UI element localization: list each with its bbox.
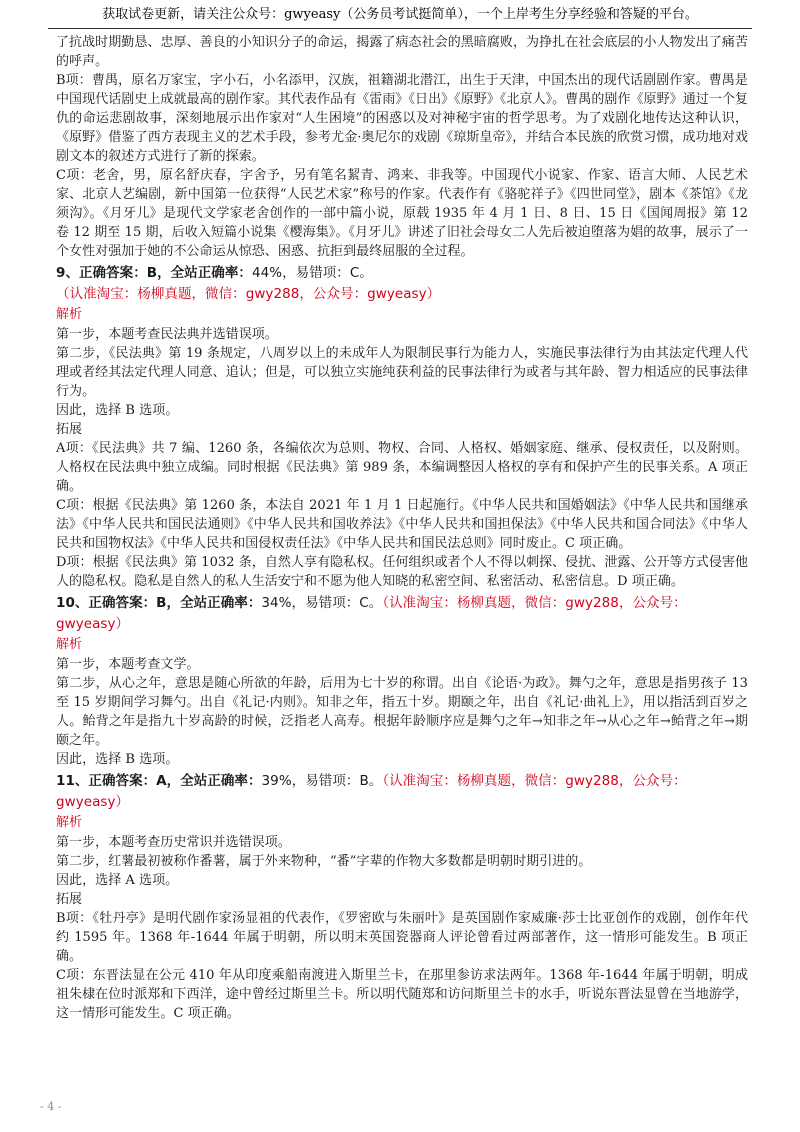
paragraph: 因此，选择 B 选项。 bbox=[56, 403, 179, 418]
paragraph: 因此，选择 B 选项。 bbox=[56, 752, 179, 767]
page-header: 获取试卷更新，请关注公众号：gwyeasy（公务员考试挺简单），一个上岸考生分享经验和答疑的平台。 bbox=[102, 7, 698, 22]
paragraph: C项：根据《民法典》第 1260 条，本法自 2021 年 1 月 1 日起施行。《中华人民共和国婚姻法》《中华人民共和国继承法》《中华人民共和国民法通则》《中华人民共和国收养法》《中华人民共和国担保法》《中华人民共和国合同法》《中华人民共和国物权法》《中华人民共和国侵权责任法》《中华人民共和国民法总则》同时废止。C 项正确。 bbox=[56, 498, 748, 551]
paragraph: B项：曹禺，原名万家宝，字小石，小名添甲，汉族，祖籍湖北潜江，出生于天津，中国杰出的现代话剧剧作家。曹禺是中国现代话剧史上成就最高的剧作家。其代表作品有《雷雨》《日出》《原野》《北京人》。曹禺的剧作《原野》通过一个复仇的命运悲剧故事，深刻地展示出作家对“人生困境”的困惑以及对神秘宇宙的哲学思考。为了戏剧化地传达这种认识，《原野》借鉴了西方表现主义的艺术手段，参考尤金·奥尼尔的戏剧《琼斯皇帝》，并结合本民族的欣赏习惯，成功地对戏剧文本的叙述方式进行了新的探索。 bbox=[56, 73, 748, 164]
paragraph: 因此，选择 A 选项。 bbox=[56, 873, 179, 888]
paragraph: 第一步，本题考查历史常识并选错误项。 bbox=[56, 835, 291, 850]
analysis-heading: 解析 bbox=[56, 307, 83, 322]
paragraph: 第二步，从心之年，意思是随心所欲的年龄，后用为七十岁的称谓。出自《论语·为政》。舞勺之年，意思是指男孩子 13 至 15 岁期间学习舞勺。出自《礼记·内则》。知非之年，指五十岁。期颐之年，出自《礼记·曲礼上》，用以指活到百岁之人。鲐背之年是指九十岁高龄的时候，泛指老人高寿。根据年龄顺序应是舞勺之年→知非之年→从心之年→鲐背之年→期颐之年。 bbox=[56, 676, 748, 748]
promo-text: （认准淘宝：杨柳真题，微信：gwy288，公众号：gwyeasy） bbox=[56, 773, 687, 810]
promo-text: （认准淘宝：杨柳真题，微信：gwy288，公众号：gwyeasy） bbox=[56, 286, 441, 302]
page-content bbox=[56, 33, 748, 1023]
paragraph: 了抗战时期勤恳、忠厚、善良的小知识分子的命运，揭露了病态社会的黑暗腐败，为挣扎在社会底层的小人物发出了痛苦的呼声。 bbox=[56, 35, 748, 69]
answer-line-q9: 9、正确答案：B，全站正确率：44%，易错项：C。（认准淘宝：杨柳真题，微信：gwy288，公众号：gwyeasy） bbox=[56, 265, 441, 302]
paragraph: 第二步，《民法典》第 19 条规定，八周岁以上的未成年人为限制民事行为能力人，实施民事法律行为由其法定代理人代理或者经其法定代理人同意、追认；但是，可以独立实施纯获利益的民事法律行为或者与其年龄、智力相适应的民事法律行为。 bbox=[56, 346, 748, 399]
answer-line-q11: 11、正确答案：A，全站正确率：39%，易错项：B。（认准淘宝：杨柳真题，微信：gwy288，公众号：gwyeasy） bbox=[56, 773, 687, 810]
extension-heading: 拓展 bbox=[56, 892, 83, 907]
paragraph: C项：东晋法显在公元 410 年从印度乘船南渡进入斯里兰卡，在那里参访求法两年。1368 年-1644 年属于明朝，明成祖朱棣在位时派郑和下西洋，途中曾经过斯里兰卡。所以明代随郑和访问斯里兰卡的水手，听说东晋法显曾在当地游学，这一情形可能发生。C 项正确。 bbox=[56, 968, 748, 1021]
answer-line-q10: 10、正确答案：B，全站正确率：34%，易错项：C。（认准淘宝：杨柳真题，微信：gwy288，公众号：gwyeasy） bbox=[56, 595, 687, 632]
paragraph: A项：《民法典》共 7 编、1260 条，各编依次为总则、物权、合同、人格权、婚姻家庭、继承、侵权责任，以及附则。人格权在民法典中独立成编。同时根据《民法典》第 989 条，本编调整因人格权的享有和保护产生的民事关系。A 项正确。 bbox=[56, 441, 748, 494]
paragraph: 第二步，红薯最初被称作番薯，属于外来物种，“番”字辈的作物大多数都是明朝时期引进的。 bbox=[56, 854, 592, 869]
analysis-heading: 解析 bbox=[56, 815, 83, 830]
analysis-heading: 解析 bbox=[56, 637, 83, 652]
paragraph: D项：根据《民法典》第 1032 条，自然人享有隐私权。任何组织或者个人不得以刺探、侵扰、泄露、公开等方式侵害他人的隐私权。隐私是自然人的私人生活安宁和不愿为他人知晓的私密空间、私密活动、私密信息。D 项正确。 bbox=[56, 555, 748, 589]
paragraph: 第一步，本题考查民法典并选错误项。 bbox=[56, 327, 278, 342]
page-number: - 4 - bbox=[40, 1100, 62, 1113]
paragraph: B项：《牡丹亭》是明代剧作家汤显祖的代表作，《罗密欧与朱丽叶》是英国剧作家威廉·莎士比亚创作的戏剧，创作年代约 1595 年。1368 年-1644 年属于明朝，所以明末英国瓷器商人评论曾看过两部著作，这一情形可能发生。B 项正确。 bbox=[56, 911, 748, 964]
header-rule bbox=[48, 28, 752, 29]
paragraph: C项：老舍，男，原名舒庆春，字舍予，另有笔名絜青、鸿来、非我等。中国现代小说家、作家、语言大师、人民艺术家、北京人艺编剧，新中国第一位获得“人民艺术家”称号的作家。代表作有《骆驼祥子》《四世同堂》，剧本《茶馆》《龙须沟》。《月牙儿》是现代文学家老舍创作的一部中篇小说，原载 1935 年 4 月 1 日、8 日、15 日《国闻周报》第 12 卷 12 期至 15 期，后收入短篇小说集《樱海集》。《月牙儿》讲述了旧社会母女二人先后被迫堕落为娼的故事，展示了一个女性对强加于她的不公命运从惊恐、困惑、抗拒到最终屈服的全过程。 bbox=[56, 168, 748, 259]
extension-heading: 拓展 bbox=[56, 422, 83, 437]
paragraph: 第一步，本题考查文学。 bbox=[56, 657, 200, 672]
promo-text: （认准淘宝：杨柳真题，微信：gwy288，公众号：gwyeasy） bbox=[56, 595, 687, 632]
